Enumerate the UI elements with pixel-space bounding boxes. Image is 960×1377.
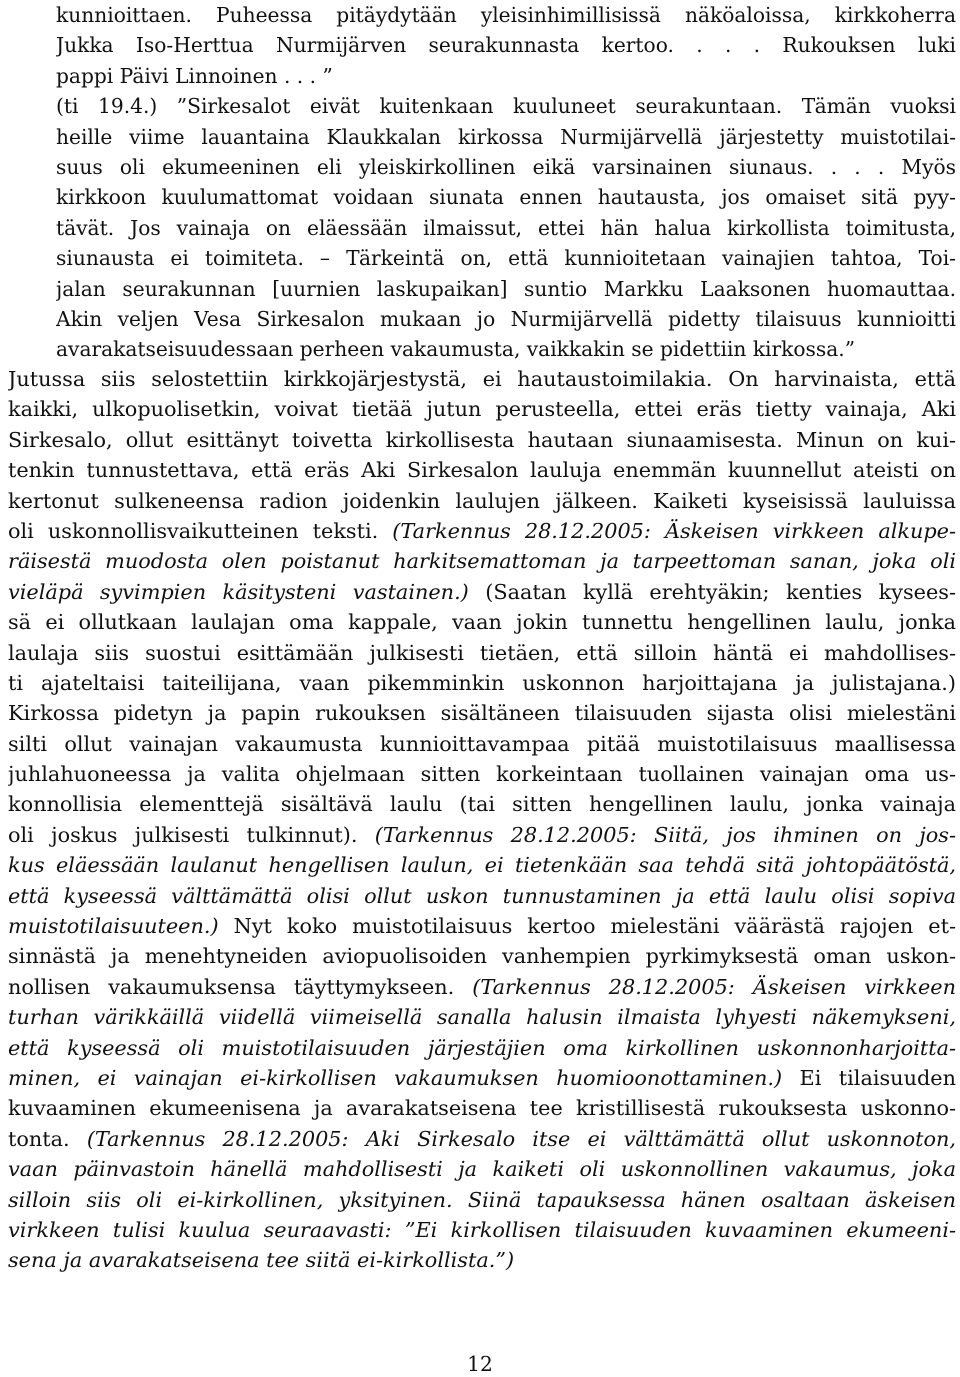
- text-line: [8, 941, 956, 971]
- page-number: 12: [467, 1352, 493, 1376]
- text-span: tävät. Jos vainaja on eläessään ilmaissut, ettei hän halua kirkollista toimitusta,: [56, 215, 956, 240]
- text-span: konnollisia elementtejä sisältävä laulu (tai sitten hengellinen laulu, jonka vainaja: [8, 792, 956, 817]
- italic-text: minen, ei vainajan ei-kirkollisen vakaumuksen huomioonottaminen.): [8, 1065, 783, 1090]
- body-text: [8, 364, 956, 1276]
- text-span: heille viime lauantaina Klaukkalan kirkossa Nurmijärvellä järjestetty muistotilai-: [56, 124, 956, 149]
- text-line: [8, 820, 956, 850]
- italic-text: (Tarkennus 28.12.2005: Aki Sirkesalo itse ei välttämättä ollut uskonnoton,: [86, 1126, 956, 1151]
- text-line: [56, 334, 956, 364]
- text-span: avarakatseisuudessaan perheen vakaumusta, vaikkakin se pidettiin kirkossa.”: [56, 337, 856, 362]
- text-line: [8, 729, 956, 759]
- italic-text: (Tarkennus 28.12.2005: Siitä, jos ihminen on jos-: [374, 822, 956, 847]
- italic-text: silloin siis oli ei-kirkollinen, yksityinen. Siinä tapauksessa hänen osaltaan äskeisen: [8, 1187, 956, 1212]
- text-span: kertonut sulkeneensa radion joidenkin laulujen jälkeen. Kaiketi kyseisissä lauluissa: [8, 488, 956, 513]
- text-span: tenkin tunnustettava, että eräs Aki Sirkesalon lauluja enemmän kuunnellut ateisti on: [8, 458, 956, 483]
- text-line: [8, 516, 956, 546]
- text-span: Nyt koko muistotilaisuus kertoo mielestäni väärästä rajojen et-: [218, 914, 956, 939]
- text-line: [8, 1063, 956, 1093]
- text-line: [56, 304, 956, 334]
- italic-text: räisestä muodosta olen poistanut harkitsemattoman ja tarpeettoman sanan, joka oli: [8, 549, 956, 574]
- text-line: [8, 577, 956, 607]
- italic-text: virkkeen tulisi kuulua seuraavasti: ”Ei kirkollisen tilaisuuden kuvaaminen ekumeeni-: [8, 1217, 956, 1242]
- text-line: [8, 638, 956, 668]
- text-line: [56, 213, 956, 243]
- italic-text: (Tarkennus 28.12.2005: Äskeisen virkkeen alkupe-: [392, 518, 956, 543]
- text-span: kuvaaminen ekumeenisena ja avarakatseisena tee kristillisestä rukouksesta uskonno-: [8, 1096, 956, 1121]
- italic-text: vaan päinvastoin hänellä mahdollisesti ja kaiketi oli uskonnollinen vakaumus, joka: [8, 1157, 956, 1182]
- text-span: sinnästä ja menehtyneiden aviopuolisoiden vanhempien pyrkimyksestä oman uskon-: [8, 944, 956, 969]
- text-span: Sirkesalo, ollut esittänyt toivetta kirkollisesta hautaan siunaamisesta. Minun on kui-: [8, 427, 956, 452]
- block-quote: [56, 0, 956, 365]
- text-span: pappi Päivi Linnoinen . . . ”: [56, 63, 333, 88]
- text-line: [8, 698, 956, 728]
- text-line: [8, 850, 956, 880]
- text-line: [8, 364, 956, 394]
- italic-text: turhan värikkäillä viidellä viimeisellä sanalla halusin ilmaista lyhyesti näkemykseni,: [8, 1005, 956, 1030]
- text-line: [8, 1093, 956, 1123]
- italic-text: kus eläessään laulanut hengellisen laulun, ei tietenkään saa tehdä sitä johtopäätöstä,: [8, 853, 956, 878]
- text-span: ti ajateltaisi taiteilijana, vaan pikemminkin uskonnon harjoittajana ja julistajana.): [8, 670, 956, 695]
- text-line: [8, 486, 956, 516]
- text-line: [8, 789, 956, 819]
- text-line: [8, 881, 956, 911]
- italic-text: että kyseessä oli muistotilaisuuden järjestäjien oma kirkollinen uskonnonharjoitta-: [8, 1035, 956, 1060]
- text-span: tonta.: [8, 1126, 87, 1151]
- italic-text: vieläpä syvimpien käsitysteni vastainen.): [8, 579, 469, 604]
- text-span: sä ei ollutkaan laulajan oma kappale, vaan jokin tunnettu hengellinen laulu, jonka: [8, 610, 956, 635]
- italic-text: (Tarkennus 28.12.2005: Äskeisen virkkeen: [472, 974, 956, 999]
- text-line: [8, 455, 956, 485]
- text-span: suus oli ekumeeninen eli yleiskirkollinen eikä varsinainen siunaus. . . . Myös: [56, 154, 956, 179]
- text-line: [56, 243, 956, 273]
- text-line: [8, 759, 956, 789]
- text-line: [56, 152, 956, 182]
- text-span: siunausta ei toimiteta. – Tärkeintä on, että kunnioitetaan vainajien tahtoa, Toi-: [56, 246, 956, 271]
- italic-text: että kyseessä välttämättä olisi ollut uskon tunnustaminen ja että laulu olisi sopiva: [8, 883, 956, 908]
- text-span: oli joskus julkisesti tulkinnut).: [8, 822, 375, 847]
- text-span: juhlahuoneessa ja valita ohjelmaan sitten korkeintaan tuollainen vainajan oma us-: [8, 762, 956, 787]
- text-line: [8, 425, 956, 455]
- text-line: [8, 1124, 956, 1154]
- text-span: jalan seurakunnan [uurnien laskupaikan] suntio Markku Laaksonen huomauttaa.: [56, 276, 956, 301]
- text-line: [8, 394, 956, 424]
- text-span: Jutussa siis selostettiin kirkkojärjestystä, ei hautaustoimilakia. On harvinaista, että: [8, 367, 956, 391]
- text-line: [8, 546, 956, 576]
- text-line: [56, 0, 956, 30]
- text-line: [8, 668, 956, 698]
- text-line: [8, 1154, 956, 1184]
- text-span: oli uskonnollisvaikutteinen teksti.: [8, 518, 393, 543]
- text-line: [56, 30, 956, 60]
- text-line: [56, 61, 956, 91]
- text-span: (ti 19.4.) ”Sirkesalot eivät kuitenkaan kuuluneet seurakuntaan. Tämän vuoksi: [56, 94, 956, 119]
- text-line: [56, 91, 956, 121]
- text-span: kaikki, ulkopuolisetkin, voivat tietää jutun perusteella, ettei eräs tietty vainaja, Aki: [8, 397, 956, 422]
- text-line: [8, 1002, 956, 1032]
- text-span: Kirkossa pidetyn ja papin rukouksen sisältäneen tilaisuuden sijasta olisi mielestäni: [8, 701, 956, 726]
- text-span: Ei tilaisuuden: [782, 1065, 956, 1090]
- text-line: [56, 274, 956, 304]
- text-span: Jukka Iso-Herttua Nurmijärven seurakunnasta kertoo. . . . Rukouksen luki: [56, 33, 956, 58]
- italic-text: muistotilaisuuteen.): [8, 914, 219, 939]
- text-line: [8, 1033, 956, 1063]
- text-line: [8, 1185, 956, 1215]
- text-span: kunnioittaen. Puheessa pitäydytään yleisinhimillisissä näköaloissa, kirkkoherra: [56, 3, 956, 27]
- text-line: [56, 122, 956, 152]
- text-span: Akin veljen Vesa Sirkesalon mukaan jo Nurmijärvellä pidetty tilaisuus kunnioitti: [56, 306, 956, 331]
- text-span: silti ollut vainajan vakaumusta kunnioittavampaa pitää muistotilaisuus maallisessa: [8, 731, 956, 756]
- text-span: (Saatan kyllä erehtyäkin; kenties kysees-: [468, 579, 956, 604]
- text-span: laulaja siis suostui esittämään julkisesti tietäen, että silloin häntä ei mahdollises-: [8, 640, 956, 665]
- italic-text: sena ja avarakatseisena tee siitä ei-kirkollista.”): [8, 1248, 515, 1273]
- text-line: [8, 972, 956, 1002]
- text-line: [56, 182, 956, 212]
- text-line: [8, 1245, 956, 1275]
- text-span: nollisen vakaumuksensa täyttymykseen.: [8, 974, 473, 999]
- text-line: [8, 1215, 956, 1245]
- text-span: kirkkoon kuulumattomat voidaan siunata ennen hautausta, jos omaiset sitä pyy-: [56, 185, 956, 210]
- text-line: [8, 607, 956, 637]
- text-line: [8, 911, 956, 941]
